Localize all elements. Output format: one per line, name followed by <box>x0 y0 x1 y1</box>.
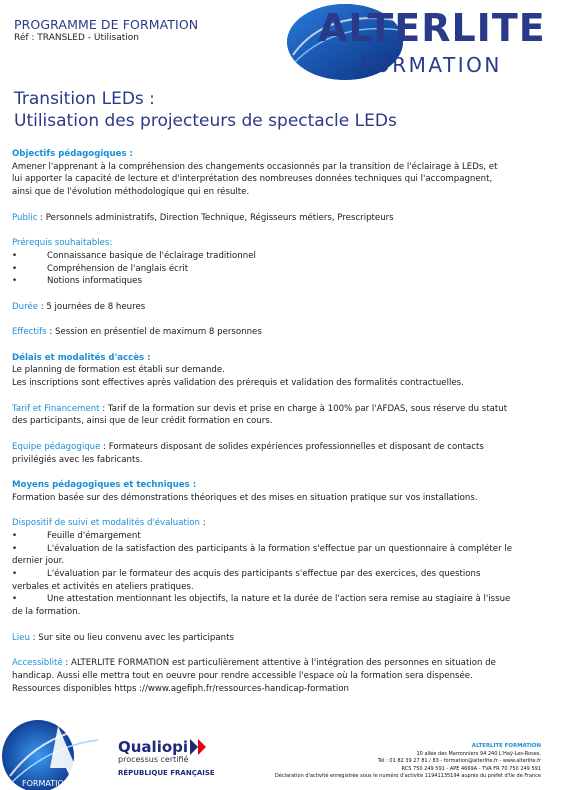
delais-line: Le planning de formation est établi sur demande. <box>12 365 225 376</box>
effectifs-label: Effectifs <box>12 327 47 338</box>
section-delais <box>12 352 548 390</box>
section-objectifs <box>12 148 548 199</box>
dispositif-item-cont: de la formation. <box>12 607 81 618</box>
section-prerequis <box>12 237 548 288</box>
moyens-text: Formation basée sur des démonstrations théoriques et des mises en situation pratique sur vos installations. <box>12 492 478 503</box>
section-tarif <box>12 403 548 428</box>
republique-label: RÉPUBLIQUE FRANÇAISE <box>118 769 215 777</box>
list-item <box>12 275 548 288</box>
equipe-text: : Formateurs disposant de solides expériences professionnelles et disposant de contacts <box>100 441 484 452</box>
equipe-text-cont: privilégiés avec les fabricants. <box>12 454 143 465</box>
tarif-text-cont: des participants, ainsi que de leur crédit formation en cours. <box>12 416 273 427</box>
bullet: • <box>12 594 18 605</box>
section-public <box>12 212 548 225</box>
dispositif-item: L'évaluation par le formateur des acquis des participants s'effectue par des exercices, des questions <box>47 569 481 580</box>
footer-address: 10 allée des Marronniers 94 240 L'Haÿ-Les-Roses. <box>416 750 541 757</box>
objectifs-line: Amener l'apprenant à la compréhension des changements occasionnés par la transition de l'éclairage à LEDs, et <box>12 161 498 172</box>
footer-company: ALTERLITE FORMATION <box>471 743 541 749</box>
qualiopi-arrow-icon <box>190 739 210 755</box>
tarif-text: : Tarif de la formation sur devis et prise en charge à 100% par l'AFDAS, sous réserve du statut <box>99 403 508 414</box>
bullet: • <box>12 569 18 580</box>
lieu-text: : Sur site ou lieu convenu avec les participants <box>29 632 234 643</box>
tarif-label: Tarif et Financement <box>12 403 100 414</box>
prerequis-heading: Prérequis souhaitables: <box>12 238 113 249</box>
list-item <box>12 543 548 568</box>
lieu-label: Lieu <box>12 632 30 643</box>
bullet: • <box>12 276 18 287</box>
prerequis-item: Connaissance basique de l'éclairage traditionnel <box>47 250 256 261</box>
badge-text: FORMATION <box>22 779 70 788</box>
delais-heading: Délais et modalités d'accès : <box>12 352 151 363</box>
duree-text: : 5 journées de 8 heures <box>37 301 146 312</box>
dispositif-item: Feuille d'émargement <box>47 530 141 541</box>
qualiopi-logo <box>118 738 215 777</box>
duree-label: Durée <box>12 301 38 312</box>
list-item <box>12 263 548 276</box>
delais-line: Les inscriptions sont effectives après validation des prérequis et validation des formalités contractuelles. <box>12 378 464 389</box>
prerequis-item: Compréhension de l'anglais écrit <box>47 263 189 274</box>
bullet: • <box>12 263 18 274</box>
list-item <box>12 568 548 593</box>
objectifs-line: ainsi que de l'évolution méthodologique qui en résulte. <box>12 187 250 198</box>
programme-heading: PROGRAMME DE FORMATION <box>14 17 199 32</box>
dispositif-item-cont: dernier jour. <box>12 556 65 567</box>
list-item <box>12 250 548 263</box>
bullet: • <box>12 250 18 261</box>
effectifs-text: : Session en présentiel de maximum 8 personnes <box>46 327 262 338</box>
footer-declaration: Déclaration d'activité enregistrée sous le numéro d'activité 11941135194 auprès du préfet d'Ile de France <box>274 773 541 780</box>
prerequis-item: Notions informatiques <box>47 276 142 287</box>
accessibilite-label: Accessiblité <box>12 658 63 669</box>
objectifs-line: lui apporter la capacité de lecture et d'interprétation des nombreuses données techniques qui l'accompagnent, <box>12 174 493 185</box>
public-text: : Personnels administratifs, Direction Technique, Régisseurs métiers, Prescripteurs <box>37 212 394 223</box>
logo-subtitle: FORMATION <box>360 53 502 77</box>
dispositif-item-cont: verbales et activités en ateliers pratiques. <box>12 581 194 592</box>
reference: Réf : TRANSLED - Utilisation <box>14 33 139 43</box>
bullet: • <box>12 543 18 554</box>
public-label: Public <box>12 212 38 223</box>
qualiopi-name: Qualiopi <box>118 738 189 756</box>
footer-contact: Tél : 01 82 39 27 81 / 83 - formation@alterlite.fr - www.alterlite.fr <box>377 758 541 765</box>
accessibilite-text: : ALTERLITE FORMATION est particulièrement attentive à l'intégration des personnes en situation de <box>62 658 496 669</box>
page-title-line2: Utilisation des projecteurs de spectacle LEDs <box>14 111 397 131</box>
section-duree <box>12 301 548 314</box>
equipe-label: Equipe pédagogique <box>12 441 101 452</box>
bullet: • <box>12 530 18 541</box>
section-effectifs <box>12 326 548 339</box>
section-dispositif <box>12 517 548 619</box>
list-item <box>12 530 548 543</box>
qualiopi-sub: processus certifié <box>118 755 189 764</box>
section-moyens <box>12 479 548 504</box>
section-accessibilite <box>12 657 548 695</box>
dispositif-item: Une attestation mentionnant les objectifs, la nature et la durée de l'action sera remise au stagiaire à l'issue <box>47 594 511 605</box>
programme-content <box>12 148 548 708</box>
accessibilite-resources: Ressources disponibles https ://www.agefiph.fr/ressources-handicap-formation <box>12 683 349 694</box>
moyens-heading: Moyens pédagogiques et techniques : <box>12 480 197 491</box>
footer-info <box>275 743 541 781</box>
dispositif-heading: Dispositif de suivi et modalités d'évaluation <box>12 518 200 529</box>
list-item <box>12 593 548 618</box>
alterlite-formation-badge <box>0 706 108 790</box>
footer-rcs: RCS 750 249 591 - APE 4669A - TVA FR 70 750 249 591 <box>401 765 541 772</box>
dispositif-heading-colon: : <box>199 518 206 529</box>
section-lieu <box>12 632 548 645</box>
accessibilite-text-cont: handicap. Aussi elle mettra tout en oeuvre pour rendre accessible l'espace où la formation sera dispensée. <box>12 670 473 681</box>
logo-wordmark: ALTERLITE <box>318 6 546 50</box>
page-title-line1: Transition LEDs : <box>14 89 155 109</box>
section-equipe <box>12 441 548 466</box>
objectifs-heading: Objectifs pédagogiques : <box>12 149 133 159</box>
dispositif-item: L'évaluation de la satisfaction des participants à la formation s'effectue par un questionnaire à compléter le <box>47 543 513 554</box>
